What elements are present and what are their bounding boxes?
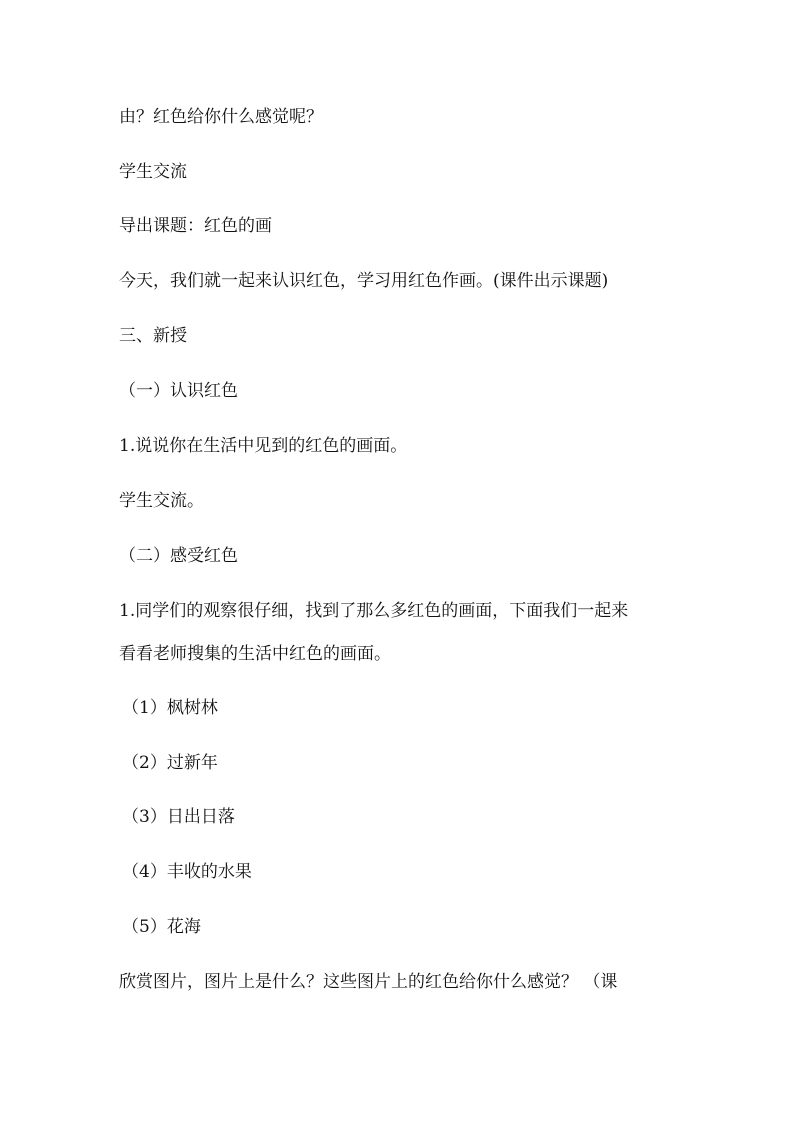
text-line: 1.说说你在生活中见到的红色的画面。 xyxy=(119,436,408,456)
list-item: （4）丰收的水果 xyxy=(122,862,252,882)
list-item: （1）枫树林 xyxy=(122,698,218,718)
text-line: 今天，我们就一起来认识红色，学习用红色作画。(课件出示课题) xyxy=(119,271,609,291)
list-item: （5）花海 xyxy=(122,917,201,937)
text-line: 学生交流 xyxy=(119,162,187,182)
subsection-heading: （一）认识红色 xyxy=(119,381,238,401)
text-line: 看看老师搜集的生活中红色的画面。 xyxy=(119,644,391,664)
text-line: 欣赏图片，图片上是什么？这些图片上的红色给你什么感觉？ （课 xyxy=(119,972,618,992)
section-heading: 三、新授 xyxy=(119,326,187,346)
list-item: （3）日出日落 xyxy=(122,807,235,827)
list-item: （2）过新年 xyxy=(122,753,218,773)
text-line: 导出课题：红色的画 xyxy=(119,216,272,236)
text-line: 学生交流。 xyxy=(119,491,204,511)
text-line: 1.同学们的观察很仔细，找到了那么多红色的画面，下面我们一起来 xyxy=(119,601,629,621)
text-line: 由？红色给你什么感觉呢？ xyxy=(119,107,323,127)
subsection-heading: （二）感受红色 xyxy=(119,546,238,566)
